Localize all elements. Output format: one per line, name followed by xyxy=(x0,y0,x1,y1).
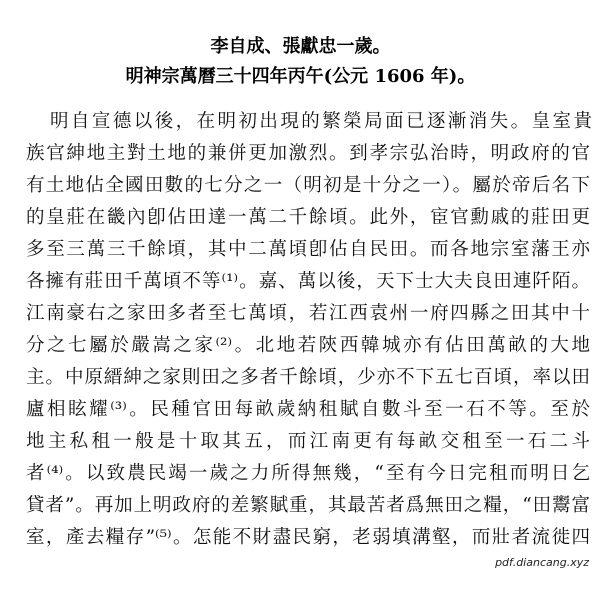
paragraph-line: 地主私租一般是十取其五，而江南更有每畝交租至一石二斗 xyxy=(26,431,590,452)
paragraph-line: 明自宣德以後，在明初出現的繁榮局面已逐漸消失。皇室貴 xyxy=(50,111,592,132)
heading-year-line: 明神宗萬曆三十四年丙午(公元 1606 年)。 xyxy=(125,66,476,87)
paragraph-line: 室，產去糧存”⁽⁵⁾。怎能不財盡民窮，老弱填溝壑，而壯者流徙四 xyxy=(26,527,590,548)
paragraph-line: 江南豪右之家田多者至七萬頃，若江西袁州一府四縣之田其中十 xyxy=(26,303,590,324)
paragraph-line: 有土地佔全國田數的七分之一（明初是十分之一）。屬於帝后名下 xyxy=(26,175,590,196)
paragraph-line: 貸者”。再加上明政府的差繁賦重，其最苦者爲無田之糧，“田鬻富 xyxy=(26,495,590,516)
paragraph-line: 各擁有莊田千萬頃不等⁽¹⁾。嘉、萬以後，天下士大夫良田連阡陌。 xyxy=(26,271,590,292)
paragraph-line: 者⁽⁴⁾。以致農民竭一歲之力所得無幾，“至有今日完租而明日乞 xyxy=(26,463,590,484)
paragraph-line: 廬相眩耀⁽³⁾。民種官田每畝歲納租賦自數斗至一石不等。至於 xyxy=(26,399,590,420)
paragraph-line: 多至三萬三千餘頃，其中二萬頃卽佔自民田。而各地宗室藩王亦 xyxy=(26,239,590,260)
paragraph-line: 分之七屬於嚴嵩之家⁽²⁾。北地若陝西韓城亦有佔田萬畝的大地 xyxy=(26,335,590,356)
heading-age-line: 李自成、張獻忠一歲。 xyxy=(210,36,391,57)
watermark-text: pdf.diancang.xyz xyxy=(495,556,589,569)
paragraph-line: 族官紳地主對土地的兼併更加激烈。到孝宗弘治時，明政府的官 xyxy=(26,143,590,164)
paragraph-line: 主。中原縉紳之家則田之多者千餘頃，少亦不下五七百頃，率以田 xyxy=(26,367,590,388)
paragraph-line: 的皇莊在畿內卽佔田達一萬二千餘頃。此外，宦官勳戚的莊田更 xyxy=(26,207,590,228)
